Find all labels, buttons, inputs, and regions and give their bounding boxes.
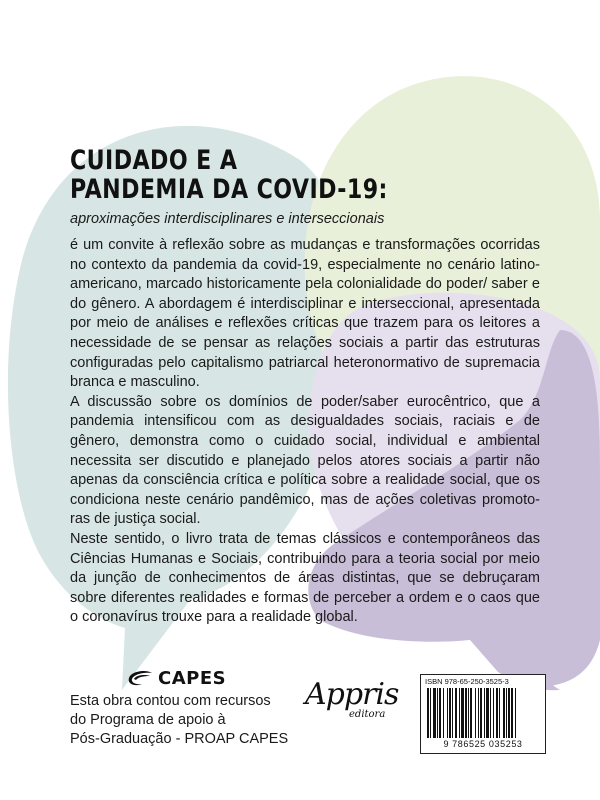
funding-line-3: Pós-Graduação - PROAP CAPES	[70, 731, 289, 747]
publisher-subtitle: editora	[349, 709, 386, 720]
capes-logo-text: CAPES	[158, 667, 227, 689]
synopsis-paragraph-3: Neste sentido, o livro trata de temas clássicos e contemporâneos das Ciências Humanas e Sociais, contribuindo para a teoria social por meio da junção de conhecimentos de áreas distintas, que se debruçaram sobre diferentes realidades e formas de perceber a ordem e o caos que o coronavírus trouxe para a realidade global.	[70, 530, 540, 626]
synopsis-paragraph-1: é um convite à reflexão sobre as mudanças e transformações ocorridas no contexto da pandemia da covid-19, especialmente no cenário latino-americano, marcado historicamente pela colonialidade do poder/ saber e do gênero. A abordagem é interdisciplinar e interseccional, apresentada por meio de análises e reflexões críticas que trazem para os leitores a necessidade de se pensar as relações sociais a partir das estruturas configuradas pelo capitalismo patriarcal heteronormativo de supremacia branca e masculino.	[70, 237, 540, 391]
barcode-bar	[443, 688, 444, 738]
barcode-bar	[439, 688, 441, 738]
capes-logo	[126, 667, 226, 689]
barcode-bars	[427, 688, 539, 738]
barcode-bar	[490, 688, 491, 738]
barcode-bar	[452, 688, 453, 738]
barcode-bar	[449, 688, 451, 738]
book-subtitle: aproximações interdisciplinares e interseccionais	[70, 211, 385, 227]
barcode-bar	[493, 688, 494, 738]
synopsis-paragraph-2: A discussão sobre os domínios de poder/saber eurocêntrico, que a pandemia intensificou com as desigualdades sociais, raciais e de gênero, demonstra como o cuidado social, individual e ambiental necessita ser discutido e planejado pelos atores sociais a partir não apenas da consciência crítica e política sobre a realidade social, que os condiciona neste cenário pandêmico, mas de ações coletivas promoto-ras de justiça social.	[70, 393, 540, 528]
barcode-bar	[480, 688, 482, 738]
barcode-bar	[430, 688, 431, 738]
appris-publisher-logo	[297, 677, 397, 727]
publisher-name: Appris	[305, 677, 399, 712]
capes-emblem-icon	[126, 669, 154, 687]
barcode-bar	[455, 688, 457, 738]
barcode-bar	[478, 688, 479, 738]
barcode-digits: 9 786525 035253	[443, 739, 523, 749]
barcode-bar	[506, 688, 507, 738]
isbn-barcode	[420, 674, 546, 754]
barcode-bar	[461, 688, 464, 738]
barcode-bar	[486, 688, 489, 738]
barcode-bar	[484, 688, 485, 738]
barcode-bar	[508, 688, 510, 738]
barcode-bar	[433, 688, 436, 738]
barcode-bar	[468, 688, 469, 738]
barcode-bar	[427, 688, 429, 738]
barcode-bar	[503, 688, 505, 738]
barcode-bar	[465, 688, 467, 738]
funding-line-2: do Programa de apoio à	[70, 712, 226, 728]
isbn-label: ISBN 978-65-250-3525-3	[425, 677, 509, 686]
barcode-bar	[515, 688, 516, 738]
barcode-bar	[470, 688, 472, 738]
barcode-bar	[437, 688, 438, 738]
barcode-bar	[459, 688, 460, 738]
funding-note	[70, 692, 310, 749]
book-title	[70, 146, 464, 204]
title-line-1: CUIDADO E A	[70, 145, 238, 176]
title-line-2: PANDEMIA DA COVID-19:	[70, 174, 388, 205]
barcode-bar	[447, 688, 448, 738]
barcode-bar	[496, 688, 498, 738]
barcode-bar	[499, 688, 500, 738]
barcode-bar	[511, 688, 513, 738]
barcode-bar	[475, 688, 476, 738]
synopsis	[70, 236, 540, 628]
funding-line-1: Esta obra contou com recursos	[70, 693, 271, 709]
